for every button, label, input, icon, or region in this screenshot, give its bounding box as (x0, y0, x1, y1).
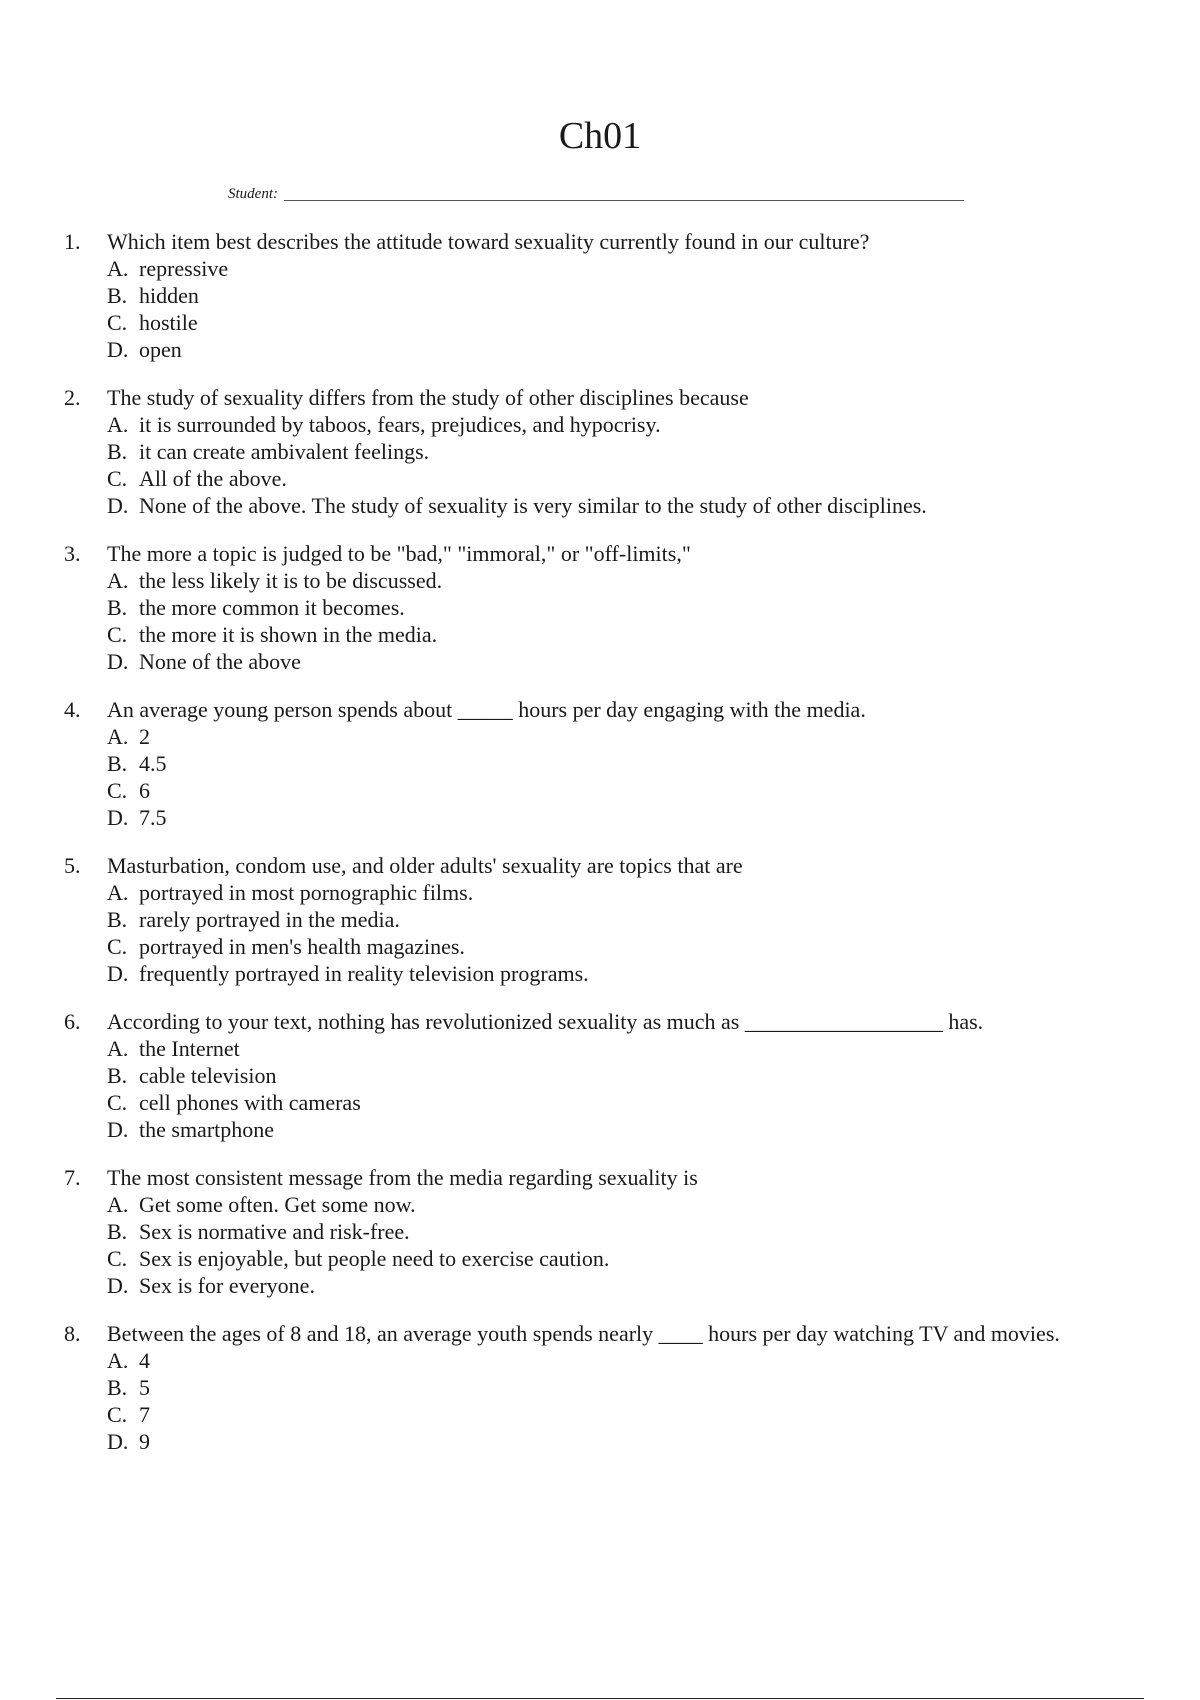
option-letter: D. (107, 805, 129, 830)
answer-option (107, 906, 1200, 933)
option-letter: C. (107, 1402, 128, 1427)
option-letter: C. (107, 1090, 128, 1115)
question-text: Between the ages of 8 and 18, an average youth spends nearly ____ hours per day watching TV and movies. (107, 1321, 1060, 1346)
answer-option (107, 282, 1200, 309)
footer-divider (56, 1698, 1144, 1699)
question-text: An average young person spends about _____ hours per day engaging with the media. (107, 697, 866, 722)
option-text: it can create ambivalent feelings. (139, 439, 430, 464)
answer-option (107, 879, 1200, 906)
option-text: the less likely it is to be discussed. (139, 568, 443, 593)
question-number: 4. (64, 697, 81, 722)
option-text: 2 (139, 724, 150, 749)
option-text: portrayed in most pornographic films. (139, 880, 474, 905)
option-letter: B. (107, 907, 128, 932)
option-letter: C. (107, 622, 128, 647)
option-text: Sex is normative and risk-free. (139, 1219, 410, 1244)
option-letter: B. (107, 283, 128, 308)
question-text: The more a topic is judged to be "bad," "immoral," or "off-limits," (107, 541, 691, 566)
student-name-row (228, 184, 964, 204)
option-letter: A. (107, 724, 129, 749)
option-text: 4 (139, 1348, 150, 1373)
option-text: All of the above. (139, 466, 287, 491)
question-number: 3. (64, 541, 81, 566)
answer-option (107, 465, 1200, 492)
question-7 (0, 1164, 1200, 1299)
answer-option (107, 777, 1200, 804)
option-letter: D. (107, 1429, 129, 1454)
option-text: it is surrounded by taboos, fears, prejudices, and hypocrisy. (139, 412, 661, 437)
page-title: Ch01 (558, 115, 642, 157)
answer-option (107, 594, 1200, 621)
option-text: None of the above. The study of sexuality is very similar to the study of other disciplines. (139, 493, 927, 518)
question-8 (0, 1320, 1200, 1455)
option-letter: C. (107, 1246, 128, 1271)
option-text: the more common it becomes. (139, 595, 405, 620)
answer-option (107, 750, 1200, 777)
option-letter: A. (107, 1348, 129, 1373)
answer-option (107, 648, 1200, 675)
answer-option (107, 492, 1200, 519)
question-number: 7. (64, 1165, 81, 1190)
question-number: 5. (64, 853, 81, 878)
option-text: cable television (139, 1063, 277, 1088)
option-letter: A. (107, 1036, 129, 1061)
option-letter: A. (107, 412, 129, 437)
question-6 (0, 1008, 1200, 1143)
option-text: repressive (139, 256, 229, 281)
answer-option (107, 1062, 1200, 1089)
option-text: open (139, 337, 182, 362)
answer-option (107, 411, 1200, 438)
answer-option (107, 1191, 1200, 1218)
option-letter: D. (107, 1273, 129, 1298)
answer-option (107, 336, 1200, 363)
answer-option (107, 1428, 1200, 1455)
option-text: 5 (139, 1375, 150, 1400)
option-text: rarely portrayed in the media. (139, 907, 400, 932)
answer-option (107, 1116, 1200, 1143)
option-letter: B. (107, 1375, 128, 1400)
answer-option (107, 1035, 1200, 1062)
answer-option (107, 960, 1200, 987)
option-text: portrayed in men's health magazines. (139, 934, 465, 959)
option-letter: A. (107, 568, 129, 593)
answer-option (107, 723, 1200, 750)
student-label: Student: (228, 186, 278, 202)
option-text: 9 (139, 1429, 150, 1454)
option-text: the Internet (139, 1036, 240, 1061)
answer-option (107, 804, 1200, 831)
answer-option (107, 255, 1200, 282)
option-letter: A. (107, 1192, 129, 1217)
question-text: The study of sexuality differs from the study of other disciplines because (107, 385, 749, 410)
answer-option (107, 621, 1200, 648)
question-4 (0, 696, 1200, 831)
option-text: Get some often. Get some now. (139, 1192, 416, 1217)
option-letter: D. (107, 337, 129, 362)
question-text: The most consistent message from the media regarding sexuality is (107, 1165, 698, 1190)
option-letter: B. (107, 751, 128, 776)
question-5 (0, 852, 1200, 987)
option-text: 7 (139, 1402, 150, 1427)
option-text: hostile (139, 310, 198, 335)
option-letter: D. (107, 493, 129, 518)
question-number: 8. (64, 1321, 81, 1346)
option-text: cell phones with cameras (139, 1090, 361, 1115)
answer-option (107, 1089, 1200, 1116)
option-letter: D. (107, 649, 129, 674)
answer-option (107, 1347, 1200, 1374)
option-text: hidden (139, 283, 199, 308)
option-text: None of the above (139, 649, 301, 674)
student-name-line (284, 200, 964, 201)
option-letter: D. (107, 961, 129, 986)
answer-option (107, 1401, 1200, 1428)
answer-option (107, 1218, 1200, 1245)
option-letter: C. (107, 466, 128, 491)
option-text: 6 (139, 778, 150, 803)
answer-option (107, 1272, 1200, 1299)
question-text: Masturbation, condom use, and older adults' sexuality are topics that are (107, 853, 743, 878)
option-letter: C. (107, 778, 128, 803)
answer-option (107, 438, 1200, 465)
option-letter: B. (107, 1219, 128, 1244)
option-text: 4.5 (139, 751, 167, 776)
question-number: 1. (64, 229, 81, 254)
question-number: 2. (64, 385, 81, 410)
option-letter: C. (107, 310, 128, 335)
option-text: the more it is shown in the media. (139, 622, 438, 647)
answer-option (107, 933, 1200, 960)
question-number: 6. (64, 1009, 81, 1034)
option-letter: C. (107, 934, 128, 959)
answer-option (107, 1245, 1200, 1272)
question-1 (0, 228, 1200, 363)
option-letter: D. (107, 1117, 129, 1142)
option-letter: B. (107, 595, 128, 620)
answer-option (107, 1374, 1200, 1401)
option-text: Sex is for everyone. (139, 1273, 315, 1298)
option-text: 7.5 (139, 805, 167, 830)
option-text: frequently portrayed in reality television programs. (139, 961, 589, 986)
option-letter: A. (107, 256, 129, 281)
question-text: Which item best describes the attitude toward sexuality currently found in our culture? (107, 229, 870, 254)
question-2 (0, 384, 1200, 519)
question-text: According to your text, nothing has revolutionized sexuality as much as __________________ has. (107, 1009, 984, 1034)
question-list (0, 228, 1200, 1476)
option-letter: A. (107, 880, 129, 905)
option-text: the smartphone (139, 1117, 275, 1142)
option-text: Sex is enjoyable, but people need to exercise caution. (139, 1246, 610, 1271)
question-3 (0, 540, 1200, 675)
option-letter: B. (107, 439, 128, 464)
option-letter: B. (107, 1063, 128, 1088)
answer-option (107, 567, 1200, 594)
answer-option (107, 309, 1200, 336)
